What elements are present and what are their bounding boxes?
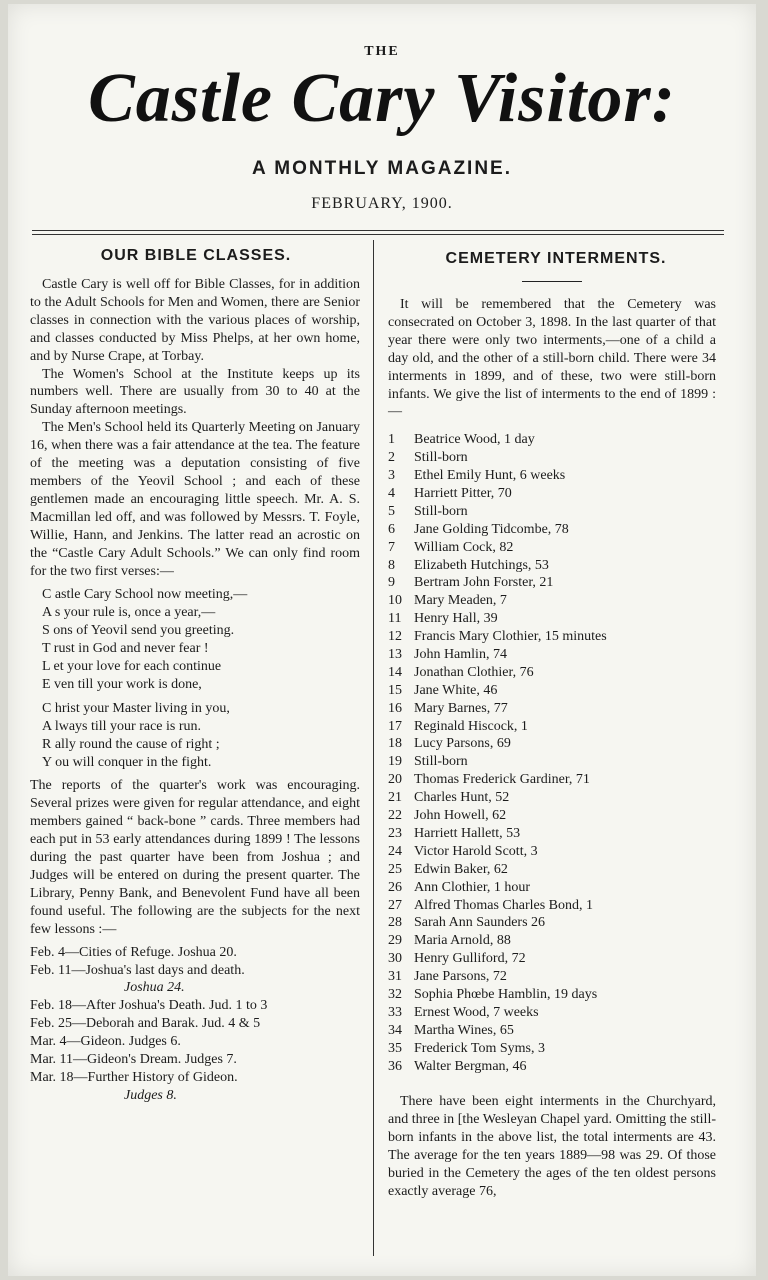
lesson-item: Mar. 18—Further History of Gideon. [30,1069,238,1085]
list-item [388,914,716,932]
list-item [388,825,716,843]
interment-entry: Jane White, 46 [414,682,498,698]
list-item [388,807,716,825]
interment-number: 11 [388,611,402,627]
cemetery-closing-para: There have been eight interments in the Churchyard, and three in [the Wesleyan Chapel yard. Omitting the still-born infants in the above list, the total interments are 43. The average for the ten years 1889—98 was 29. Of those buried in the Cemetery the ages of the ten oldest persons exactly average 76, [388,1094,716,1199]
interment-number: 25 [388,861,402,877]
interment-number: 24 [388,843,402,859]
interment-entry: Sophia Phœbe Hamblin, 19 days [414,986,598,1002]
list-item [388,861,716,879]
interment-entry: Jonathan Clothier, 76 [414,664,534,680]
lesson-item-continued: Judges 8. [124,1087,177,1103]
interment-number: 9 [388,575,395,591]
interment-number: 30 [388,951,402,967]
lesson-item: Feb. 11—Joshua's last days and death. [30,962,245,978]
lesson-item-continued: Joshua 24. [124,980,185,996]
verse-line: Y ou will conquer in the fight. [42,754,212,770]
list-item [388,664,716,682]
interment-number: 4 [388,486,395,502]
interment-entry: Ethel Emily Hunt, 6 weeks [414,468,566,484]
interment-entry: Ernest Wood, 7 weeks [414,1004,539,1020]
interment-number: 32 [388,986,402,1002]
interment-number: 16 [388,700,402,716]
verse-line: S ons of Yeovil send you greeting. [42,623,235,639]
verse-line: A s your rule is, once a year,— [42,605,216,621]
list-item [388,968,716,986]
interment-entry: Francis Mary Clothier, 15 minutes [414,629,607,645]
acrostic-verse-2 [30,700,360,772]
list-item [388,932,716,950]
header-rule-bottom [32,234,724,235]
list-item [388,950,716,968]
list-item [388,771,716,789]
list-item [388,682,716,700]
interment-entry: Thomas Frederick Gardiner, 71 [414,772,590,788]
lesson-item: Feb. 18—After Joshua's Death. Jud. 1 to 3 [30,998,268,1014]
interment-entry: Sarah Ann Saunders 26 [414,915,546,931]
interment-number: 10 [388,593,402,609]
verse-line: E ven till your work is done, [42,676,202,692]
list-item [388,503,716,521]
list-item [388,753,716,771]
list-item [388,1058,716,1076]
verse-line: A lways till your race is run. [42,718,202,734]
verse-line: C hrist your Master living in you, [42,700,230,716]
list-item [388,646,716,664]
interment-number: 35 [388,1040,402,1056]
interment-number: 19 [388,754,402,770]
interment-number: 29 [388,933,402,949]
bible-classes-para-2: The Women's School at the Institute keeps up its numbers well. There are usually from 30 to 40 at the Sunday afternoon meetings. [30,366,360,418]
interment-entry: Still-born [414,450,468,466]
interment-number: 12 [388,629,402,645]
bible-classes-para-1: Castle Cary is well off for Bible Classes, for in addition to the Adult Schools for Men and Women, there are Senior classes in connection with the various places of worship, and classes conducted by Miss Phelps, at her own home, and by Nurse Crape, at Torbay. [30,277,360,364]
interment-number: 3 [388,468,395,484]
interment-number: 36 [388,1058,402,1074]
masthead-article: THE [364,44,400,59]
interment-entry: Charles Hunt, 52 [414,790,510,806]
list-item [388,1022,716,1040]
list-item [388,735,716,753]
interment-number: 27 [388,897,402,913]
verse-line: T rust in God and never fear ! [42,641,209,657]
list-item [388,1004,716,1022]
interment-number: 5 [388,503,395,519]
header-rule-top [32,230,724,231]
interment-number: 23 [388,825,402,841]
lesson-item: Mar. 11—Gideon's Dream. Judges 7. [30,1052,237,1068]
list-item [388,449,716,467]
interment-number: 22 [388,808,402,824]
verse-line: L et your love for each continue [42,659,222,675]
interment-number: 20 [388,772,402,788]
interment-entry: William Cock, 82 [414,539,514,555]
interment-number: 14 [388,664,402,680]
list-item [388,557,716,575]
list-item [388,789,716,807]
interment-entry: Jane Golding Tidcombe, 78 [414,521,569,537]
cemetery-intro: It will be remembered that the Cemetery was consecrated on October 3, 1898. In the last quarter of that year there were only two interments,—one of a child a day old, and the other of a still-born child. There were 34 interments in 1899, and of these, two were still-born infants. We give the list of interments to the end of 1899 :— [388,297,716,420]
interment-entry: John Howell, 62 [414,808,507,824]
interment-number: 31 [388,969,402,985]
acrostic-verse-1 [30,586,360,693]
list-item [388,521,716,539]
interment-number: 15 [388,682,402,698]
list-item [388,485,716,503]
interment-entry: John Hamlin, 74 [414,647,507,663]
lesson-item: Feb. 4—Cities of Refuge. Joshua 20. [30,944,237,960]
magazine-page [8,4,756,1276]
interment-entry: Elizabeth Hutchings, 53 [414,557,549,573]
interment-number: 21 [388,790,402,806]
list-item [388,879,716,897]
interment-entry: Frederick Tom Syms, 3 [414,1040,545,1056]
list-item [388,467,716,485]
verse-line: R ally round the cause of right ; [42,736,220,752]
list-item [388,986,716,1004]
interment-number: 28 [388,915,402,931]
interment-entry: Still-born [414,503,468,519]
list-item [388,628,716,646]
list-item [388,610,716,628]
list-item [388,431,716,449]
interment-entry: Lucy Parsons, 69 [414,736,511,752]
interment-number: 7 [388,539,395,555]
interment-entry: Mary Barnes, 77 [414,700,508,716]
interment-entry: Reginald Hiscock, 1 [414,718,528,734]
bible-classes-para-4: The reports of the quarter's work was encouraging. Several prizes were given for regular attendance, and eight members gained “ back-bone ” cards. Three members had each put in 53 early attendances during 1899 ! The lessons during the past quarter have been from Joshua ; and Judges will be entered on during the present quarter. The Library, Penny Bank, and Benevolent Fund have all been found useful. The following are the subjects for the next few lessons :— [30,778,360,937]
bible-classes-para-3: The Men's School held its Quarterly Meeting on January 16, when there was a fair attendance at the tea. The feature of the meeting was a deputation consisting of five members of the Yeovil School ; and each of these gentlemen made an encouraging little speech. Mr. A. S. Macmillan led off, and was followed by Messrs. T. Foyle, Willie, Hann, and Jenkins. The latter read an acrostic on the “Castle Cary Adult Schools.” We can only find room for the two first verses:— [30,420,360,579]
interment-number: 13 [388,647,402,663]
lesson-item: Feb. 25—Deborah and Barak. Jud. 4 & 5 [30,1016,261,1032]
interment-number: 34 [388,1022,402,1038]
list-item [388,574,716,592]
interment-number: 1 [388,432,395,448]
interment-entry: Henry Gulliford, 72 [414,951,526,967]
magazine-subtitle: A MONTHLY MAGAZINE. [251,158,513,179]
interment-entry: Victor Harold Scott, 3 [414,843,538,859]
interment-number: 33 [388,1004,402,1020]
list-item [388,539,716,557]
interment-number: 6 [388,521,395,537]
interment-entry: Beatrice Wood, 1 day [414,432,535,448]
interment-entry: Still-born [414,754,468,770]
list-item [388,700,716,718]
bible-classes-heading: OUR BIBLE CLASSES. [100,247,292,264]
interment-entry: Walter Bergman, 46 [414,1058,527,1074]
list-item [388,897,716,915]
interment-entry: Harriett Hallett, 53 [414,825,521,841]
column-divider [373,240,374,1256]
issue-date: FEBRUARY, 1900. [311,195,453,212]
interment-list [388,431,716,1075]
interment-entry: Henry Hall, 39 [414,611,498,627]
lesson-item: Mar. 4—Gideon. Judges 6. [30,1034,181,1050]
interment-entry: Bertram John Forster, 21 [414,575,554,591]
interment-entry: Alfred Thomas Charles Bond, 1 [414,897,593,913]
interment-entry: Ann Clothier, 1 hour [414,879,531,895]
verse-line: C astle Cary School now meeting,— [42,587,248,603]
interment-entry: Edwin Baker, 62 [414,861,508,877]
list-item [388,1040,716,1058]
list-item [388,592,716,610]
lesson-schedule [30,944,360,1105]
masthead-title: Castle Cary Visitor: [88,60,676,137]
list-item [388,843,716,861]
interment-entry: Jane Parsons, 72 [414,969,507,985]
interment-entry: Maria Arnold, 88 [414,933,511,949]
interment-number: 18 [388,736,402,752]
interment-number: 8 [388,557,395,573]
interment-entry: Martha Wines, 65 [414,1022,514,1038]
bible-classes-column [30,276,360,1105]
cemetery-column [388,296,716,1201]
interment-entry: Mary Meaden, 7 [414,593,507,609]
interment-number: 17 [388,718,402,734]
interment-number: 26 [388,879,402,895]
heading-underline [522,281,582,282]
interment-number: 2 [388,450,395,466]
list-item [388,718,716,736]
cemetery-interments-heading: CEMETERY INTERMENTS. [445,250,667,267]
interment-entry: Harriett Pitter, 70 [414,486,512,502]
